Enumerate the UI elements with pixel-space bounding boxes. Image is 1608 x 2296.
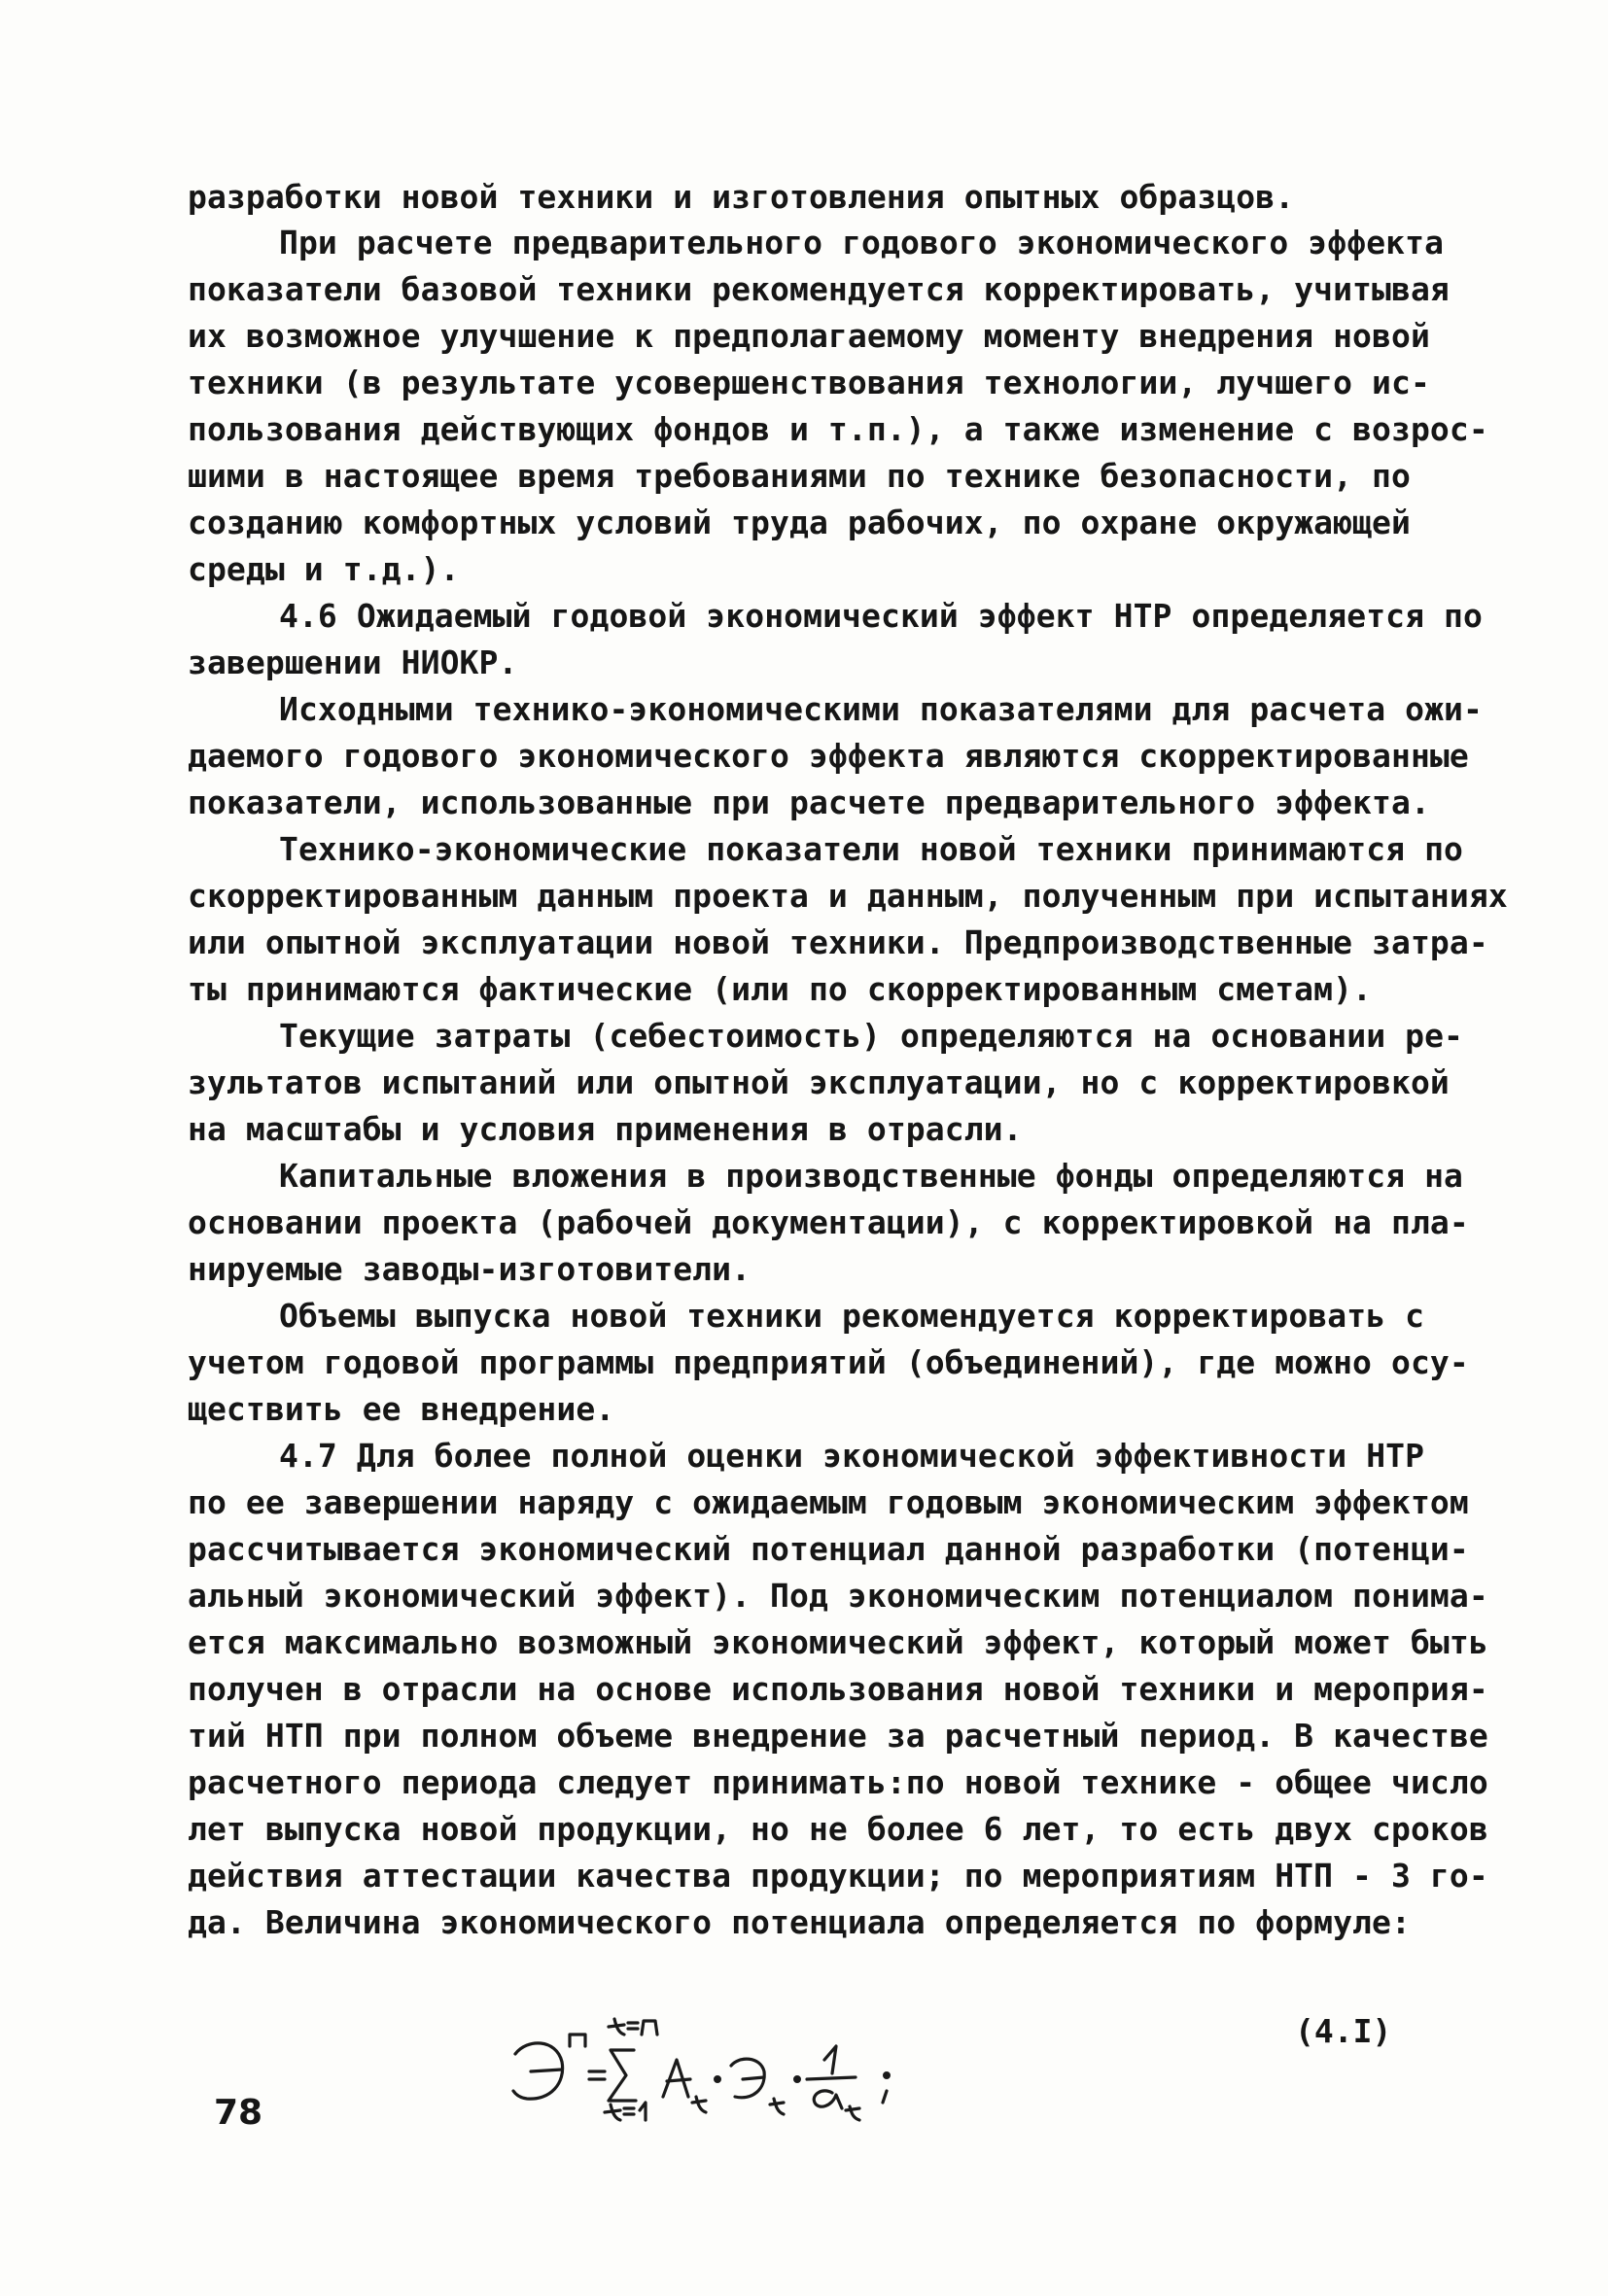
text-line: или опытной эксплуатации новой техники. Предпроизводственные затра- [188,923,1488,961]
text-line: завершении НИОКР. [188,644,518,681]
text-line: да. Величина экономического потенциала определяется по формуле: [188,1903,1411,1941]
text-line: скорректированным данным проекта и данным, полученным при испытаниях [188,877,1508,915]
text-line: альный экономический эффект). Под экономическим потенциалом понима- [188,1577,1488,1615]
text-line: При расчете предварительного годового экономического эффекта [279,224,1445,261]
text-line: их возможное улучшение к предполагаемому моменту внедрения новой [188,317,1430,355]
text-line: нируемые заводы-изготовители. [188,1250,752,1288]
text-line: рассчитывается экономический потенциал данной разработки (потенци- [188,1530,1469,1568]
handwritten-formula [506,2007,972,2124]
text-line: по ее завершении наряду с ожидаемым годовым экономическим эффектом [188,1483,1469,1521]
text-line: расчетного периода следует принимать:по новой технике - общее число [188,1763,1488,1801]
text-line: на масштабы и условия применения в отрасли. [188,1110,1023,1148]
text-line: 4.6 Ожидаемый годовой экономический эффект НТР определяется по [279,597,1483,635]
text-line: пользования действующих фондов и т.п.), а также изменение с возрос- [188,410,1488,448]
text-line: лет выпуска новой продукции, но не более 6 лет, то есть двух сроков [188,1810,1488,1848]
text-line: ется максимально возможный экономический эффект, который может быть [188,1623,1488,1661]
text-line: ты принимаются фактические (или по скорректированным сметам). [188,970,1373,1008]
text-line: зультатов испытаний или опытной эксплуатации, но с корректировкой [188,1063,1450,1101]
text-line: показатели базовой техники рекомендуется корректировать, учитывая [188,270,1450,308]
text-line: созданию комфортных условий труда рабочих, по охране окружающей [188,504,1411,541]
text-line: даемого годового экономического эффекта являются скорректированные [188,737,1469,775]
text-line: 4.7 Для более полной оценки экономической эффективности НТР [279,1437,1425,1475]
text-line: Технико-экономические показатели новой техники принимаются по [279,830,1464,868]
formula-number: (4.I) [1295,2012,1392,2050]
text-line: действия аттестации качества продукции; по мероприятиям НТП - 3 го- [188,1857,1488,1895]
text-line: показатели, использованные при расчете предварительного эффекта. [188,783,1430,821]
text-line: учетом годовой программы предприятий (объединений), где можно осу- [188,1343,1469,1381]
text-line: Объемы выпуска новой техники рекомендуется корректировать с [279,1297,1425,1335]
page-number: 78 [214,2093,263,2133]
text-line: Текущие затраты (себестоимость) определяются на основании ре- [279,1017,1464,1055]
text-line: тий НТП при полном объеме внедрение за расчетный период. В качестве [188,1717,1488,1755]
text-line: основании проекта (рабочей документации), с корректировкой на пла- [188,1203,1469,1241]
text-line: Капитальные вложения в производственные фонды определяются на [279,1157,1464,1195]
text-line: Исходными технико-экономическими показателями для расчета ожи- [279,690,1483,728]
text-line: среды и т.д.). [188,550,460,588]
text-line: шими в настоящее время требованиями по технике безопасности, по [188,457,1411,495]
text-line: получен в отрасли на основе использования новой техники и мероприя- [188,1670,1488,1708]
text-line: техники (в результате усовершенствования технологии, лучшего ис- [188,364,1430,401]
text-line: разработки новой техники и изготовления опытных образцов. [188,178,1295,216]
text-line: ществить ее внедрение. [188,1390,615,1428]
